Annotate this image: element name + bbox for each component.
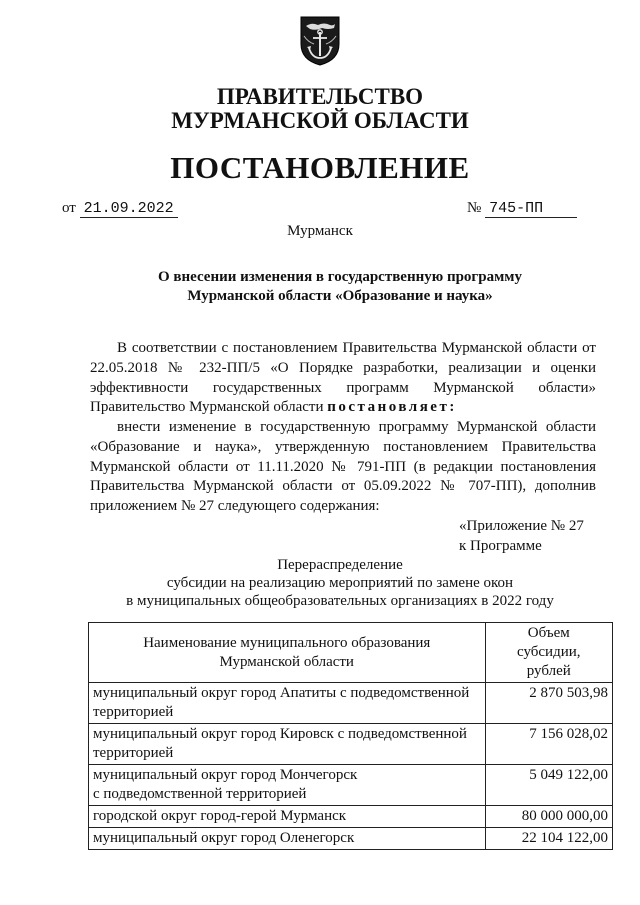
government-name-line2: МУРМАНСКОЙ ОБЛАСТИ (171, 108, 469, 133)
preamble-paragraph (90, 339, 596, 418)
table-row (89, 806, 613, 828)
table-title-line2: субсидии на реализацию мероприятий по замене окон (166, 575, 514, 591)
row-amount: 2 870 503,98 (485, 683, 612, 724)
header-municipality (89, 623, 486, 683)
government-name-line1: ПРАВИТЕЛЬСТВО (216, 84, 424, 109)
table-row (89, 765, 613, 806)
appendix-label-line2: к Программе (459, 538, 542, 554)
header-amount-line2: субсидии, (517, 644, 581, 660)
appendix-label-line1: «Приложение № 27 (459, 518, 584, 534)
row-municipality-line2: с подведомственной территорией (93, 786, 307, 802)
header-amount-line3: рублей (526, 663, 571, 679)
row-municipality: городской округ город-герой Мурманск (89, 806, 486, 828)
table-header-row (89, 623, 613, 683)
header-amount-line1: Объем (527, 625, 570, 641)
subsidy-table (88, 622, 613, 850)
row-amount: 7 156 028,02 (485, 724, 612, 765)
row-amount: 80 000 000,00 (485, 806, 612, 828)
city-name: Мурманск (287, 223, 353, 239)
row-amount: 22 104 122,00 (485, 828, 612, 850)
date-value: 21.09.2022 (80, 200, 178, 218)
table-row (89, 683, 613, 724)
document-type-title: ПОСТАНОВЛЕНИЕ (170, 150, 470, 185)
number-prefix: № (467, 200, 482, 216)
decree-number (467, 200, 577, 218)
table-row (89, 724, 613, 765)
decree-date (62, 200, 178, 218)
subject-line1: О внесении изменения в государственную программу (157, 269, 523, 285)
murmansk-coat-of-arms-icon (298, 14, 342, 66)
resolves-keyword: постановляет: (327, 399, 457, 416)
table-title-line3: в муниципальных общеобразовательных организациях в 2022 году (126, 593, 554, 609)
row-municipality: муниципальный округ город Оленегорск (89, 828, 486, 850)
operative-paragraph: внести изменение в государственную программу Мурманской области «Образование и наука», утвержденную постановлением Правительства Мурманской области от 11.11.2020 № 791-ПП (в редакции постановления Правительства Мурманской области от 05.09.2022 № 707-ПП), дополнив приложением № 27 следующего содержания: (90, 419, 596, 515)
row-municipality (89, 765, 486, 806)
row-municipality-line1: муниципальный округ город Мончегорск (93, 767, 358, 783)
row-municipality: муниципальный округ город Апатиты с подведомственной территорией (89, 683, 486, 724)
table-title-line1: Перераспределение (277, 557, 403, 573)
header-municipality-line1: Наименование муниципального образования (143, 634, 431, 651)
preamble-text: В соответствии с постановлением Правительства Мурманской области от 22.05.2018 № 232-ПП/5 «О Порядке разработки, реализации и оценки эффективности государственных программ Мурманской области» Правительство Мурманской области (90, 340, 596, 416)
number-value: 745-ПП (485, 200, 577, 218)
date-prefix: от (62, 200, 76, 216)
header-amount (485, 623, 612, 683)
subject-line2: Мурманской области «Образование и наука» (187, 288, 493, 304)
table-row (89, 828, 613, 850)
header-municipality-line2: Мурманской области (219, 653, 354, 670)
row-municipality: муниципальный округ город Кировск с подведомственной территорией (89, 724, 486, 765)
row-amount: 5 049 122,00 (485, 765, 612, 806)
